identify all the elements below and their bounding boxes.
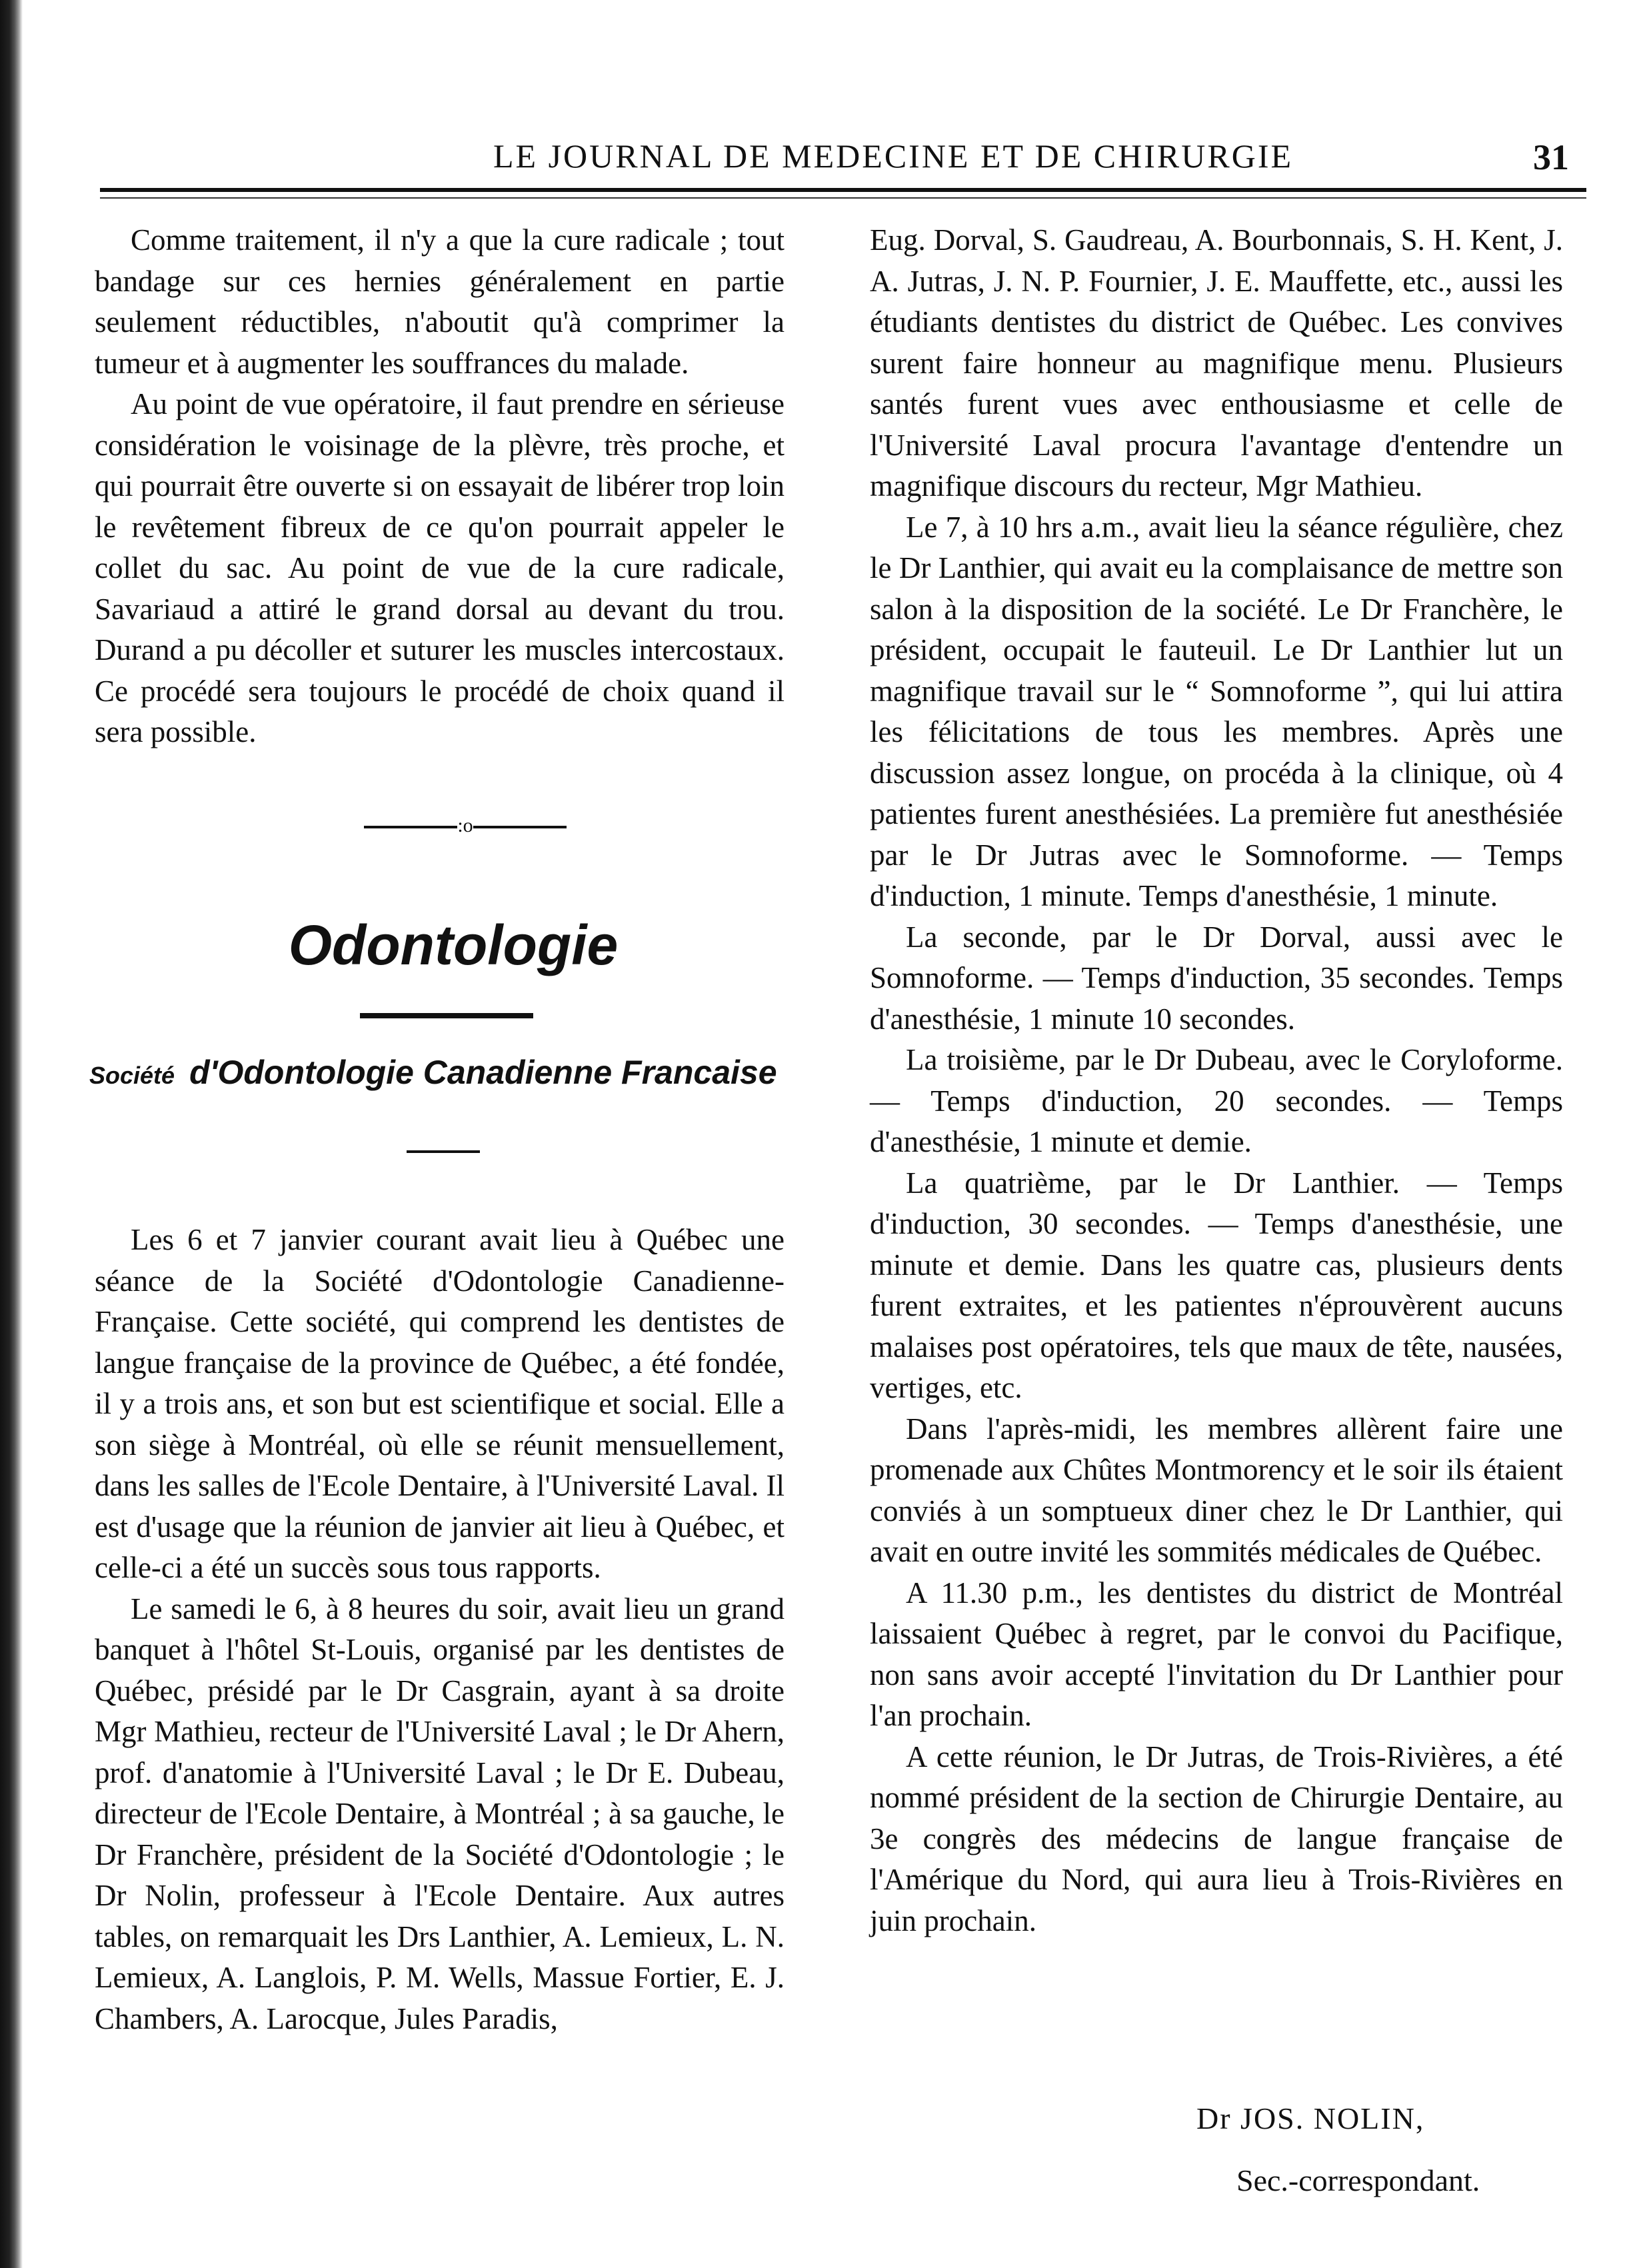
signature-name: Dr JOS. NOLIN,	[1196, 2101, 1425, 2135]
subtitle-text: d'Odontologie Canadienne Francaise	[189, 1054, 777, 1091]
section-divider-ornament	[352, 814, 579, 837]
section-subtitle	[89, 1053, 836, 1092]
divider-mark: :o	[457, 814, 473, 836]
paragraph: Dans l'après-midi, les membres allèrent faire une promenade aux Chûtes Montmorency et le soir ils étaient conviés à un somptueux diner chez le Dr Lanthier, qui avait en outre invité les sommités médicales de Québec.	[870, 1412, 1563, 1568]
left-column-bottom	[95, 1220, 785, 2039]
paragraph: Au point de vue opératoire, il faut prendre en sérieuse considération le voisinage de la plèvre, très proche, et qui pourrait être ouverte si on essayait de libérer trop loin le revêtement fibreux de ce qu'on pourrait appeler le collet du sac. Au point de vue de la cure radicale, Savariaud a attiré le grand dorsal au devant du trou. Durand a pu décoller et suturer les muscles intercostaux. Ce procédé sera toujours le procédé de choix quand il sera possible.	[95, 387, 785, 748]
paragraph: Eug. Dorval, S. Gaudreau, A. Bourbonnais, S. H. Kent, J. A. Jutras, J. N. P. Fournier, J. E. Mauffette, etc., aussi les étudiants dentistes du district de Québec. Les convives surent faire honneur au magnifique menu. Plusieurs santés furent vues avec enthousiasme et celle de l'Université Laval procura l'avantage d'entendre un magnifique discours du recteur, Mgr Mathieu.	[870, 223, 1563, 503]
header-rule	[100, 188, 1586, 192]
signature-title: Sec.-correspondant.	[1236, 2163, 1480, 2197]
left-column-top	[95, 220, 785, 753]
paragraph: La quatrième, par le Dr Lanthier. — Temps d'induction, 30 secondes. — Temps d'anesthésie, une minute et demie. Dans les quatre cas, plusieurs dents furent extraites, et les patientes n'éprouvèrent aucuns malaises post opératoires, tels que maux de tête, nausées, vertiges, etc.	[870, 1166, 1563, 1404]
title-underline	[360, 1013, 533, 1018]
divider-dash	[473, 826, 567, 828]
subtitle-rule	[407, 1150, 480, 1153]
header-rule-thin	[100, 197, 1586, 199]
paragraph: Le samedi le 6, à 8 heures du soir, avait lieu un grand banquet à l'hôtel St-Louis, organisé par les dentistes de Québec, présidé par le Dr Casgrain, ayant à sa droite Mgr Mathieu, recteur de l'Université Laval ; le Dr Ahern, prof. d'anatomie à l'Université Laval ; le Dr E. Dubeau, directeur de l'Ecole Dentaire, à Montréal ; à sa gauche, le Dr Franchère, président de la Société d'Odontologie ; le Dr Nolin, professeur à l'Ecole Dentaire. Aux autres tables, on remarquait les Drs Lanthier, A. Lemieux, L. N. Lemieux, A. Langlois, P. M. Wells, Massue Fortier, E. J. Chambers, A. Larocque, Jules Paradis,	[95, 1592, 785, 2035]
paragraph: Les 6 et 7 janvier courant avait lieu à Québec une séance de la Société d'Odontologie Canadienne-Française. Cette société, qui comprend les dentistes de langue française de la province de Québec, a été fondée, il y a trois ans, et son but est scientifique et social. Elle a son siège à Montréal, où elle se réunit mensuellement, dans les salles de l'Ecole Dentaire, à l'Université Laval. Il est d'usage que la réunion de janvier ait lieu à Québec, et celle-ci a été un succès sous tous rapports.	[95, 1223, 785, 1584]
paragraph: Le 7, à 10 hrs a.m., avait lieu la séance régulière, chez le Dr Lanthier, qui avait eu la complaisance de mettre son salon à la disposition de la société. Le Dr Franchère, le président, occupait le fauteuil. Le Dr Lanthier lut un magnifique travail sur le “ Somnoforme ”, qui lui attira les félicitations de tous les membres. Après une discussion assez longue, on procéda à la clinique, où 4 patientes furent anesthésiées. La première fut anesthésiée par le Dr Jutras avec le Somnoforme. — Temps d'induction, 1 minute. Temps d'anesthésie, 1 minute.	[870, 510, 1563, 912]
scan-edge-shadow	[0, 0, 23, 2268]
paragraph: La troisième, par le Dr Dubeau, avec le Coryloforme. — Temps d'induction, 20 secondes. — Temps d'anesthésie, 1 minute et demie.	[870, 1043, 1563, 1158]
subtitle-prefix: Société	[89, 1062, 175, 1089]
paragraph: Comme traitement, il n'y a que la cure radicale ; tout bandage sur ces hernies généralement en partie seulement réductibles, n'aboutit qu'à comprimer la tumeur et à augmenter les souffrances du malade.	[95, 223, 785, 380]
paragraph: A 11.30 p.m., les dentistes du district de Montréal laissaient Québec à regret, par le convoi du Pacifique, non sans avoir accepté l'invitation du Dr Lanthier pour l'an prochain.	[870, 1576, 1563, 1732]
running-header: LE JOURNAL DE MEDECINE ET DE CHIRURGIE	[493, 137, 1294, 175]
page-number: 31	[1533, 137, 1569, 177]
section-title: Odontologie	[288, 914, 619, 976]
right-column	[870, 220, 1563, 1941]
divider-dash	[364, 826, 457, 828]
paragraph: La seconde, par le Dr Dorval, aussi avec le Somnoforme. — Temps d'induction, 35 secondes. Temps d'anesthésie, 1 minute 10 secondes.	[870, 920, 1563, 1036]
paragraph: A cette réunion, le Dr Jutras, de Trois-Rivières, a été nommé président de la section de Chirurgie Dentaire, au 3e congrès des médecins de langue française de l'Amérique du Nord, qui aura lieu à Trois-Rivières en juin prochain.	[870, 1739, 1563, 1937]
